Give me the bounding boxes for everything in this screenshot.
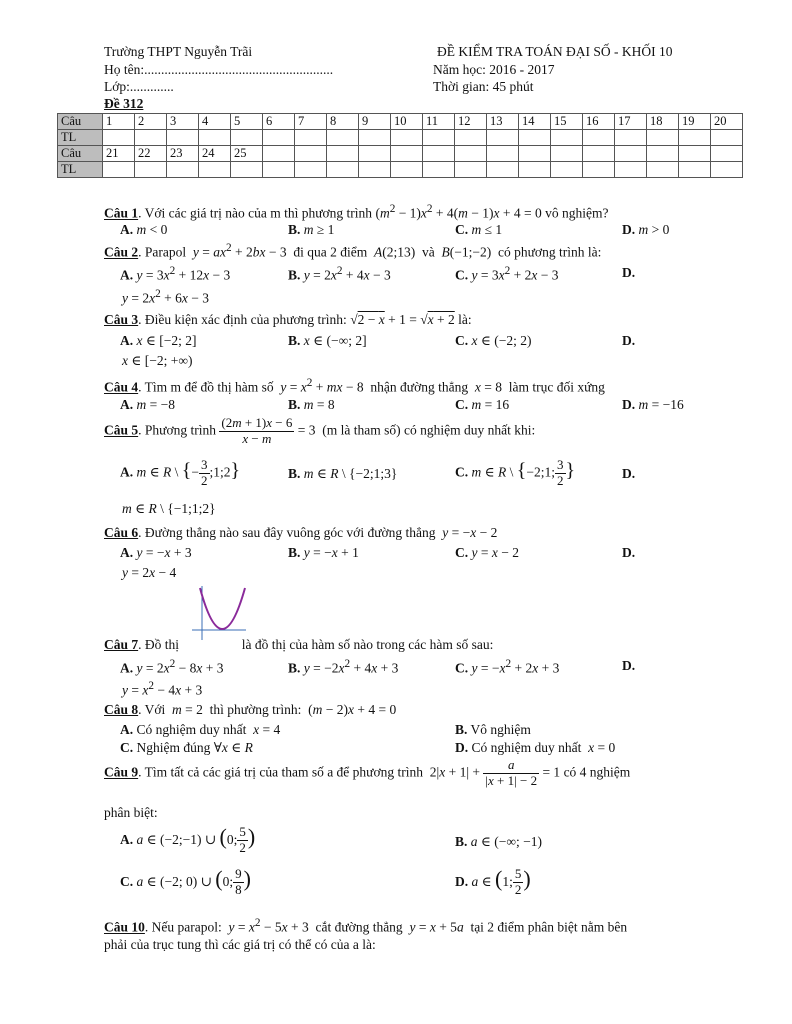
q8-option-a[interactable]: A. Có nghiệm duy nhất x = 4: [120, 722, 281, 737]
q1-option-d[interactable]: D. m > 0: [622, 222, 670, 237]
q1-option-a[interactable]: A. m < 0: [120, 222, 168, 237]
question-5: Câu 5. Phương trình $\frac{(2m + 1)x - 6}{x - m}$ = 3 (m là tham số) có nghiệm duy nhất khi:: [104, 415, 536, 446]
question-4: Câu 4. Tìm m để đồ thị hàm số $y = x^2$ + mx − 8 nhận đường thẳng x = 8 làm trục đối xứng: [104, 377, 605, 395]
q3-option-d-value: x ∈ [−2; +∞): [122, 353, 193, 368]
grid-row-questions-1: Câu 1 2 3 4 5 6 7 8 9 10 11 12 13 14 15 16 17 18 19 20: [58, 114, 743, 130]
q7-option-d-value: $y = x^2 - 4x + 3$: [122, 680, 203, 698]
school-name: Trường THPT Nguyễn Trãi: [104, 44, 253, 59]
q5-option-c[interactable]: C. m ∈ R \ {−2;1; $\frac{3}{2}$ }: [455, 457, 576, 488]
q6-option-b[interactable]: B. y = −x + 1: [288, 545, 359, 560]
q2-option-d-value: $y = 2x^2 + 6x - 3$: [122, 288, 209, 306]
q5-option-d[interactable]: D.: [622, 466, 636, 481]
q8-option-d[interactable]: D. Có nghiệm duy nhất x = 0: [455, 740, 616, 755]
q4-option-a[interactable]: A. m = −8: [120, 397, 175, 412]
grid-row-answers-1: TL: [58, 130, 743, 146]
question-7: Câu 7. Đồ thị là đồ thị của hàm số nào trong các hàm số sau:: [104, 637, 494, 652]
q9-option-a[interactable]: A. a ∈ (−2;−1) ∪ (0; $\frac{5}{2}$ ): [120, 824, 256, 856]
exam-title: ĐỀ KIỂM TRA TOÁN ĐẠI SỐ - KHỐI 10: [437, 44, 673, 59]
q2-option-c[interactable]: C. $y = 3x^2 + 2x - 3$: [455, 265, 559, 283]
q9-option-c[interactable]: C. a ∈ (−2; 0) ∪ (0; $\frac{9}{8}$ ): [120, 866, 251, 898]
q9-option-b[interactable]: B. a ∈ (−∞; −1): [455, 834, 542, 849]
q3-option-a[interactable]: A. x ∈ [−2; 2]: [120, 333, 197, 348]
q3-option-b[interactable]: B. x ∈ (−∞; 2]: [288, 333, 367, 348]
q2-option-b[interactable]: B. $y = 2x^2 + 4x - 3$: [288, 265, 391, 283]
question-9: Câu 9. Tìm tất cả các giá trị của tham số a để phương trình 2|x + 1| + $\frac{a}{|x + 1| - 2}$ = 1 có 4 nghiệm: [104, 757, 631, 788]
q6-option-c[interactable]: C. y = x − 2: [455, 545, 519, 560]
q5-option-d-value: m ∈ R \ {−1;1;2}: [122, 501, 216, 516]
q6-option-d-value: y = 2x − 4: [122, 565, 177, 580]
q8-option-c[interactable]: C. Nghiệm đúng ∀x ∈ R: [120, 740, 253, 755]
school-year: Năm học: 2016 - 2017: [433, 62, 555, 77]
q7-option-b[interactable]: B. $y = -2x^2 + 4x + 3$: [288, 658, 399, 676]
q4-option-b[interactable]: B. m = 8: [288, 397, 335, 412]
question-9-line-2: phân biệt:: [104, 805, 158, 820]
answer-grid: [57, 113, 743, 178]
q2-option-d[interactable]: D.: [622, 265, 636, 280]
question-3: Câu 3. Điều kiện xác định của phương trình: √2 − x + 1 = √x + 2 là:: [104, 312, 472, 327]
parabola-graph-image: [190, 584, 248, 642]
student-name-line: Họ tên:........................................................: [104, 62, 334, 77]
q7-option-a[interactable]: A. $y = 2x^2 - 8x + 3$: [120, 658, 224, 676]
q3-option-d[interactable]: D.: [622, 333, 636, 348]
q3-option-c[interactable]: C. x ∈ (−2; 2): [455, 333, 532, 348]
q8-option-b[interactable]: B. Vô nghiệm: [455, 722, 531, 737]
exam-duration: Thời gian: 45 phút: [433, 79, 534, 94]
q6-option-a[interactable]: A. y = −x + 3: [120, 545, 192, 560]
q1-option-c[interactable]: C. m ≤ 1: [455, 222, 503, 237]
question-10: Câu 10. Nếu parapol: $y = x^2 - 5x + 3$ cắt đường thẳng y = x + 5a tại 2 điểm phân biệt nằm bên: [104, 917, 628, 935]
q1-option-b[interactable]: B. m ≥ 1: [288, 222, 335, 237]
q5-option-b[interactable]: B. m ∈ R \ {−2;1;3}: [288, 466, 398, 481]
question-2: Câu 2. Parapol $y = ax^2 + 2bx - 3$ đi qua 2 điểm A(2;13) và B(−1;−2) có phương trình là:: [104, 242, 602, 260]
q5-option-a[interactable]: A. m ∈ R \ {− $\frac{3}{2}$ ;1;2}: [120, 457, 241, 488]
q7-option-c[interactable]: C. $y = -x^2 + 2x + 3$: [455, 658, 560, 676]
question-6: Câu 6. Đường thẳng nào sau đây vuông góc với đường thẳng y = −x − 2: [104, 525, 498, 540]
grid-row-answers-2: TL: [58, 162, 743, 178]
question-1: Câu 1. Với các giá trị nào của m thì phương trình $(m^2 - 1)x^2 + 4(m - 1)x + 4 = 0$ vô nghiệm?: [104, 203, 609, 221]
question-10-line-2: phải của trục tung thì các giá trị có thể có của a là:: [104, 937, 376, 952]
q6-option-d[interactable]: D.: [622, 545, 636, 560]
exam-code: Đề 312: [104, 96, 144, 111]
q7-option-d[interactable]: D.: [622, 658, 636, 673]
class-line: Lớp:.............: [104, 79, 174, 94]
q4-option-c[interactable]: C. m = 16: [455, 397, 510, 412]
question-8: Câu 8. Với m = 2 thì phường trình: (m − 2)x + 4 = 0: [104, 702, 397, 717]
grid-row-questions-2: Câu 21 22 23 24 25: [58, 146, 743, 162]
q9-option-d[interactable]: D. a ∈ (1; $\frac{5}{2}$ ): [455, 866, 531, 898]
q2-option-a[interactable]: A. $y = 3x^2 + 12x - 3$: [120, 265, 231, 283]
q4-option-d[interactable]: D. m = −16: [622, 397, 684, 412]
